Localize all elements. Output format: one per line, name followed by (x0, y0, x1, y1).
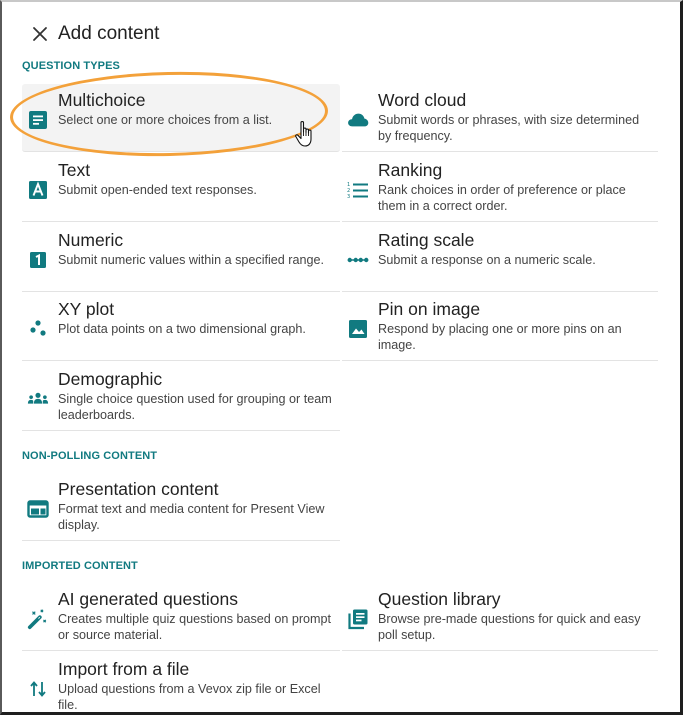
item-description: Rank choices in order of preference or place them in a correct order. (378, 183, 626, 213)
content-item-ai-generated-questions[interactable] (22, 583, 340, 651)
cloud-icon (347, 109, 369, 131)
library-icon (347, 608, 369, 630)
svg-text:1: 1 (347, 182, 351, 188)
item-description: Format text and media content for Present View display. (58, 502, 325, 532)
scatter-dots-icon (27, 318, 49, 340)
list-square-icon (27, 109, 49, 131)
item-description: Submit a response on a numeric scale. (378, 253, 596, 267)
item-description: Respond by placing one or more pins on an image. (378, 322, 622, 352)
item-description: Submit numeric values within a specified range. (58, 253, 324, 267)
numbered-list-icon (347, 179, 369, 201)
item-description: Plot data points on a two dimensional graph. (58, 322, 306, 336)
item-name: Import from a file (58, 659, 190, 679)
content-item-numeric[interactable] (22, 224, 340, 292)
item-description: Select one or more choices from a list. (58, 113, 273, 127)
item-name: Multichoice (58, 90, 146, 110)
presentation-layout-icon (27, 498, 49, 520)
number-one-square-icon (27, 249, 49, 271)
item-description: Upload questions from a Vevox zip file or Excel file. (58, 682, 321, 712)
item-description: Creates multiple quiz questions based on prompt or source material. (58, 612, 332, 642)
content-item-ranking[interactable] (342, 154, 658, 222)
content-item-presentation-content[interactable] (22, 473, 340, 541)
content-item-import-from-file[interactable] (22, 653, 340, 719)
content-item-pin-on-image[interactable] (342, 293, 658, 361)
panel-title: Add content (58, 23, 160, 44)
section-label-non-polling: NON-POLLING CONTENT (22, 450, 158, 462)
section-label-question-types: QUESTION TYPES (22, 60, 120, 72)
svg-text:3: 3 (347, 194, 351, 199)
dots-scale-icon (347, 249, 369, 271)
content-item-xy-plot[interactable] (22, 293, 340, 361)
item-name: AI generated questions (58, 589, 238, 609)
magic-wand-icon (27, 608, 49, 630)
item-name: XY plot (58, 299, 115, 319)
content-item-question-library[interactable] (342, 583, 658, 651)
item-name: Question library (378, 589, 501, 609)
item-description: Browse pre-made questions for quick and easy poll setup. (378, 612, 641, 642)
item-description: Single choice question used for grouping or team leaderboards. (58, 392, 332, 422)
item-description: Submit words or phrases, with size determined by frequency. (378, 113, 640, 143)
letter-a-square-icon (27, 179, 49, 201)
svg-text:2: 2 (347, 188, 351, 194)
section-label-imported: IMPORTED CONTENT (22, 560, 138, 572)
item-name: Ranking (378, 160, 443, 180)
item-name: Pin on image (378, 299, 481, 319)
item-description: Submit open-ended text responses. (58, 183, 257, 197)
content-item-text[interactable] (22, 154, 340, 222)
panel-header (30, 22, 159, 46)
close-icon (32, 26, 48, 42)
content-item-demographic[interactable] (22, 363, 340, 431)
item-name: Rating scale (378, 230, 475, 250)
item-name: Demographic (58, 369, 163, 389)
group-icon (27, 388, 49, 410)
close-button[interactable] (30, 24, 50, 44)
content-item-multichoice[interactable] (22, 84, 340, 152)
content-item-rating-scale[interactable] (342, 224, 658, 292)
content-item-word-cloud[interactable] (342, 84, 658, 152)
item-name: Presentation content (58, 479, 219, 499)
import-arrows-icon (27, 678, 49, 700)
image-icon (347, 318, 369, 340)
item-name: Numeric (58, 230, 124, 250)
item-name: Text (58, 160, 91, 180)
item-name: Word cloud (378, 90, 467, 110)
